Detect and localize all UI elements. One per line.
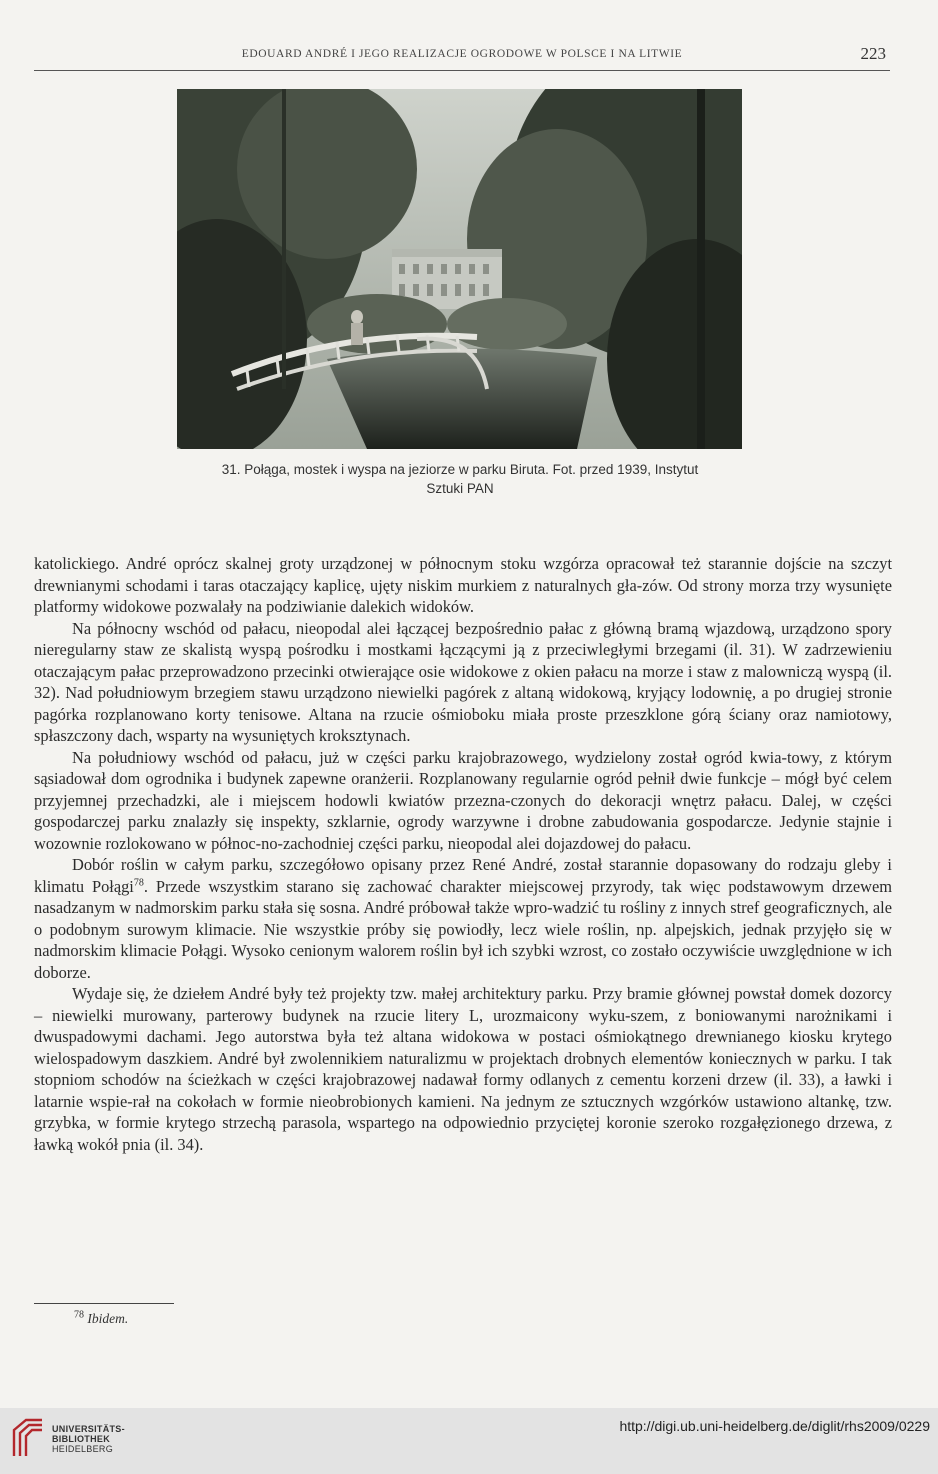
paragraph-2: Na północny wschód od pałacu, nieopodal alei łączącej bezpośrednio pałac z główną bramą wjazdową, urządzono spory nieregularny staw ze skalistą wyspą pośrodku i mostkami łączącymi ją z przeciwległymi brzegami (il. 31). W zadrzewieniu otaczającym pałac przeprowadzono przecinki otwierające osie widokowe z okien pałacu na morze i staw z malowniczą wyspą (il. 32). Nad południowym brzegiem stawu urządzono niewielki pagórek z altaną widokową, kryjący lodownię, a po drugiej stronie pagórka rozplanowano korty tenisowe. Altana na rzucie ośmioboku miała proste przeszklone górą ściany oraz namiotowy, spłaszczony dach, wsparty na wysuniętych kroksztynach. <box>34 618 892 745</box>
footnote-78 <box>74 1311 128 1327</box>
logo-line-2: BIBLIOTHEK <box>52 1434 110 1444</box>
permalink-url[interactable]: http://digi.ub.uni-heidelberg.de/diglit/rhs2009/0229 <box>619 1418 930 1434</box>
figure-caption <box>160 460 760 498</box>
caption-line-2: Sztuki PAN <box>426 481 494 496</box>
photo-illustration <box>177 89 742 449</box>
library-name <box>52 1424 125 1454</box>
footnote-number: 78 <box>74 1309 84 1321</box>
logo-line-1: UNIVERSITÄTS- <box>52 1424 125 1434</box>
photo-bridge-park <box>177 89 742 449</box>
paragraph-5: Wydaje się, że dziełem André były też projekty tzw. małej architektury parku. Przy bramie głównej powstał domek dozorcy – niewielki murowany, parterowy budynek na rzucie litery L, urozmaicony wyku-szem, z boniowanymi narożnikami i dwuspadowymi dachami. Jego autorstwa była też altana widokowa w postaci ośmiokątnego drewnianego kiosku krytego wielospadowym daszkiem. André był zwolennikiem naturalizmu w projektach drobnych elementów koniecznych w parku. I tak stopniom schodów na ścieżkach w części krajobrazowej nadawał formy odlanych z cementu korzeni drzew (il. 33), a ławki i latarnie wspie-rał na cokołach w formie nieobrobionych kamieni. Na jednym ze sztucznych wzgórków ustawiono altankę, tzw. grzybka, w formie krytego strzechą parasola, wspartego na odpowiednio przyciętej koronie szeroko rozgałęzionego drzewa, z ławką wokół pnia (il. 34). <box>34 984 892 1154</box>
paragraph-1: katolickiego. André oprócz skalnej groty urządzonej w północnym stoku wzgórza opracował też starannie dojście na szczyt drewnianymi schodami i taras otaczający kaplicę, ujęty niskim murkiem z naturalnych gła-zów. Od strony morza trzy wysunięte platformy widokowe pozwalały na podziwianie dalekich widoków. <box>34 554 892 616</box>
header-rule <box>34 70 890 71</box>
paragraph-4 <box>34 854 892 983</box>
body-text <box>34 553 892 1155</box>
caption-line-1: 31. Połąga, mostek i wyspa na jeziorze w parku Biruta. Fot. przed 1939, Instytut <box>221 462 699 477</box>
footnote-text: Ibidem. <box>87 1311 129 1326</box>
footnote-ref-78[interactable]: 78 <box>133 877 144 889</box>
page-number: 223 <box>860 44 886 63</box>
paragraph-3: Na południowy wschód od pałacu, już w części parku krajobrazowego, wydzielony został ogród kwia-towy, z którym sąsiadował dom ogrodnika i budynek zapewne oranżerii. Rozplanowany regularnie ogród pełnił dwie funkcje – mógł być celem przyjemnej przechadzki, ale i miejscem hodowli kwiatów przezna-czonych do dekoracji wnętrz pałacu. Dalej, w części gospodarczej parku znalazły się inspekty, szklarnie, ogrody warzywne i drobne zabudowania gospodarcze. Jedynie stajnie i wozownie rozlokowano w północ-no-zachodniej części parku, nieopodal alei dojazdowej do pałacu. <box>34 747 892 853</box>
running-title: EDOUARD ANDRÉ I JEGO REALIZACJE OGRODOWE W POLSCE I NA LITWIE <box>241 48 683 60</box>
university-library-logo-icon[interactable] <box>10 1416 46 1458</box>
footnote-rule <box>34 1303 174 1304</box>
logo-line-3: HEIDELBERG <box>52 1444 114 1454</box>
paragraph-4-end: . Przede wszystkim starano się zachować charakter miejscowej przyrody, tak więc podstawowym drzewem nasadzanym w nadmorskim parku stała się sosna. André próbował także wpro-wadzić tu rośliny z innych stref geograficznych, ale o podobnym surowym klimacie. Nie wszystkie próby się powiodły, lecz wiele roślin, np. alpejskich, jednak przyjęło się w nadmorskim klimacie Połągi. Wysoko cenionym walorem roślin był ich szybki wzrost, co zostało oczywiście uwzględnione w ich doborze. <box>34 876 892 982</box>
paragraph-4-start: Dobór roślin w całym parku, szczegółowo opisany przez René André, został starannie dopasowany do rodzaju gleby i klimatu Połągi <box>34 855 892 896</box>
